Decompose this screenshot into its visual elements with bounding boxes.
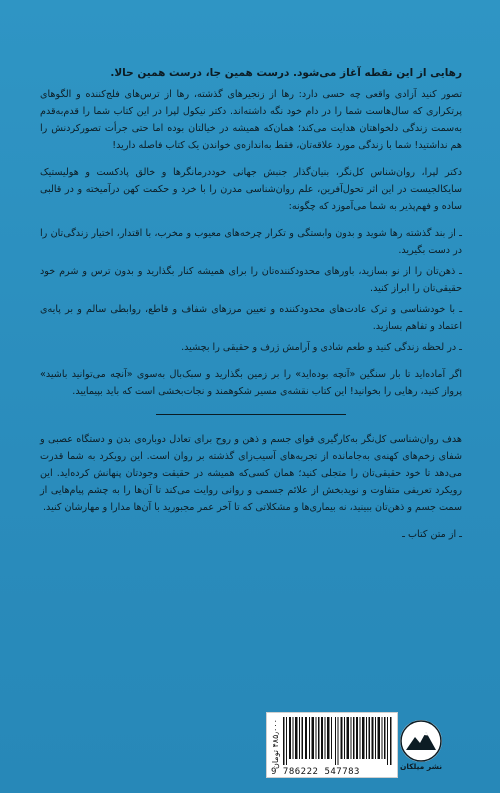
barcode-bars <box>283 717 393 765</box>
list-item: ـ در لحظه زندگی کنید و طعم شادی و آرامش ژرف و حقیقی را بچشید. <box>181 342 462 353</box>
author-paragraph: دکتر لپرا، روان‌شناس کل‌نگر، بنیان‌گذار جنبش جهانی خوددرمانگرها و خالق پادکست و هولیستیک سایکالجیست در این اثر تحول‌آفرین، علم روان‌شناسی مدرن را با خرد و حکمت کهن درآمیخته و در قالبی ساده و فهم‌پذیر به شما می‌آموزد که چگونه: <box>40 167 462 212</box>
barcode-number: 9 786222 547783 <box>271 767 360 777</box>
lead-sentence: رهایی از این نقطه آغاز می‌شود. درست همین جا، درست همین حالا. <box>110 67 462 79</box>
publisher-logo <box>400 720 442 772</box>
divider <box>156 414 346 415</box>
quote-source: ـ از متن کتاب ـ <box>402 529 462 540</box>
mountain-icon <box>400 720 442 762</box>
publisher-name: نشر میلکان <box>399 762 443 771</box>
list-item: ـ از بند گذشته رها شوید و بدون وابستگی و تکرار چرخه‌های معیوب و مخرب، با اقتدار، اختیار زندگی‌تان را در دست بگیرید. <box>40 228 462 256</box>
blurb-text <box>40 64 462 543</box>
list-item: ـ با خودشناسی و ترک عادت‌های محدودکننده و تعیین مرزهای شفاف و قاطع، روابطی سالم و بر پایه‌ی اعتماد و تفاهم بسازید. <box>40 304 462 332</box>
logo-badge <box>400 720 442 762</box>
benefits-list <box>40 225 462 356</box>
closing-paragraph: اگر آماده‌اید تا بار سنگین «آنچه بوده‌اید» را بر زمین بگذارید و سبک‌بال به‌سوی «آنچه می‌توانید باشید» پرواز کنید، رهایی را بخوانید! این کتاب نقشه‌ی مسیر شکوهمند و نجات‌بخشی است که باید بپیمایید. <box>40 369 462 397</box>
barcode-sticker <box>266 712 398 778</box>
intro-paragraph: تصور کنید آزادی واقعی چه حسی دارد: رها از زنجیرهای گذشته، رها از ترس‌های فلج‌کننده و الگوهای پرتکراری که سال‌هاست شما را در دام خود نگه داشته‌اند. دکتر نیکول لپرا در این کتاب شما را قدم‌به‌قدم به‌سمت زندگی دلخواهتان هدایت می‌کند؛ همان‌که همیشه در خیالتان بوده اما حتی جرأت تصورکردنش را هم نداشتید! شما با زندگی مورد علاقه‌تان، فقط به‌اندازه‌ی خواندن یک کتاب فاصله دارید! <box>40 89 462 151</box>
price-label: ۴۸۵٫۰۰۰ تومان <box>271 719 280 769</box>
list-item: ـ ذهن‌تان را از نو بسازید، باورهای محدودکننده‌تان را برای همیشه کنار بگذارید و بدون ترس و شرم خود حقیقی‌تان را ابراز کنید. <box>40 266 462 294</box>
quote-paragraph: هدف روان‌شناسی کل‌نگر به‌کارگیری قوای جسم و ذهن و روح برای تعادل دوباره‌ی بدن و دستگاه عصبی و شفای زخم‌های کهنه‌ی به‌جامانده از تجربه‌های آسیب‌زای گذشته بر روان است. این رویکرد به شما قدرت می‌دهد تا خود حقیقی‌تان را متجلی کنید؛ همان کسی‌که همیشه در حقیقت وجودتان پنهانش کرده‌اید. این رویکرد تعریفی متفاوت و نویدبخش از علائم جسمی و روانی روایت می‌کند تا آن‌ها را به چشم پیام‌هایی از سمت جسم و ذهن‌تان ببینید، نه بیماری‌ها و مشکلاتی که تا آخر عمر مجبورید با آن‌ها مدارا و مهارشان کنید. <box>40 434 462 513</box>
